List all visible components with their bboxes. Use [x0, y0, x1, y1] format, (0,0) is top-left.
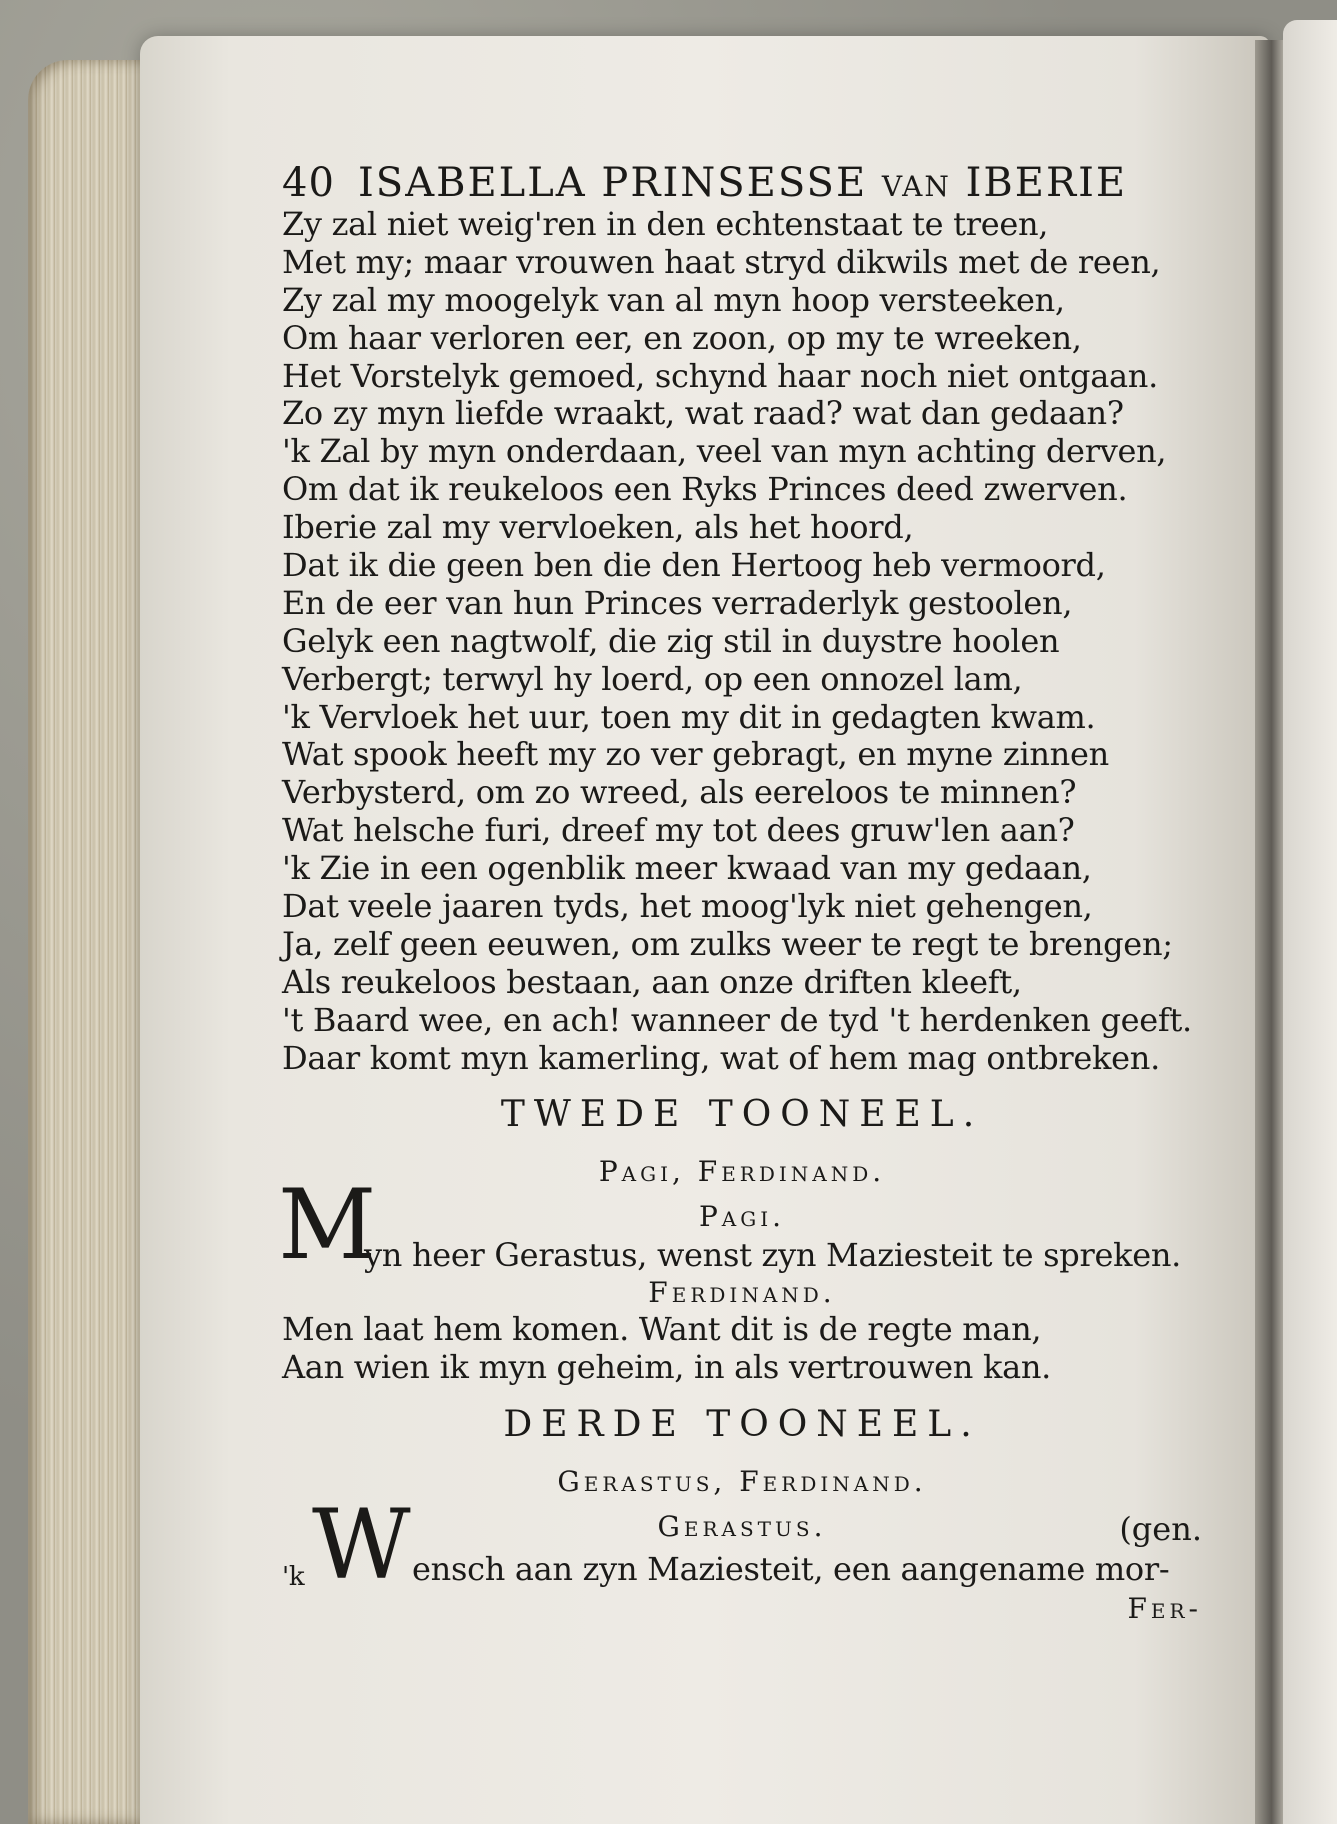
verse-line: Zy zal niet weig'ren in den echtenstaat te treen, [282, 205, 1049, 243]
drop-cap-w: W [312, 1489, 411, 1602]
text-block [278, 160, 1202, 1629]
verse-line: Daar komt myn kamerling, wat of hem mag ontbreken. [282, 1038, 1160, 1077]
verse-line: 'k Zie in een ogenblik meer kwaad van my gedaan, [282, 849, 1092, 888]
page-header [282, 160, 1202, 206]
page-edges [28, 60, 158, 1824]
verse-line: Ja, zelf geen eeuwen, om zulks weer te regt te brengen; [282, 924, 1173, 963]
scene-heading-derde: DERDE TOONEEL. [503, 1404, 981, 1446]
verse-line: Het Vorstelyk gemoed, schynd haar noch niet ontgaan. [282, 356, 1158, 395]
verse-line: 't Baard wee, en ach! wanneer de tyd 't herdenken geeft. [282, 1000, 1192, 1039]
verse-prefix: 'k [282, 1562, 305, 1593]
speaker-gerastus: Gerastus. [657, 1510, 827, 1544]
scene-heading-twede: TWEDE TOONEEL. [500, 1094, 984, 1136]
verse-line: Zo zy myn liefde wraakt, wat raad? wat dan gedaan? [282, 394, 1124, 433]
verse-line: Men laat hem komen. Want dit is de regte man, [282, 1310, 1042, 1349]
verse-line: Verbergt; terwyl hy loerd, op een onnozel lam, [282, 659, 1023, 698]
verse-group [282, 206, 1202, 1077]
verse-line: Aan wien ik myn geheim, in als vertrouwen kan. [282, 1348, 1052, 1387]
verse-line: Wat spook heeft my zo ver gebragt, en myne zinnen [282, 735, 1109, 774]
verse-line: Verbysterd, om zo wreed, als eereloos te minnen? [282, 773, 1077, 812]
book-gutter [1255, 40, 1285, 1824]
verse-line: Zy zal my moogelyk van al myn hoop versteeken, [282, 280, 1065, 319]
verse-line: Gelyk een nagtwolf, die zig stil in duystre hoolen [282, 621, 1060, 660]
verse-line: Om dat ik reukeloos een Ryks Princes deed zwerven. [282, 470, 1128, 509]
verse-line: yn heer Gerastus, wenst zyn Maziesteit te spreken. [364, 1236, 1182, 1275]
cast-list-twede: Pagi, Ferdinand. [598, 1155, 886, 1189]
verse-line: En de eer van hun Princes verraderlyk gestoolen, [282, 583, 1073, 622]
drop-cap-m: M [278, 1169, 376, 1282]
verse-line: Dat ik die geen ben die den Hertoog heb vermoord, [282, 546, 1106, 585]
speaker-row-gerastus [282, 1509, 1202, 1549]
running-title: ISABELLA PRINSESSE van IBERIE [358, 160, 1128, 206]
verse-line: Wat helsche furi, dreef my tot dees gruw'len aan? [282, 811, 1075, 850]
verse-line: 'k Zal by myn onderdaan, veel van myn achting derven, [282, 432, 1167, 471]
cast-list-derde: Gerastus, Ferdinand. [557, 1465, 927, 1499]
speaker-ferdinand: Ferdinand. [648, 1276, 836, 1310]
verse-line: Met my; maar vrouwen haat stryd dikwils met de reen, [282, 242, 1161, 281]
turnover-word: (gen. [1119, 1510, 1202, 1549]
verse-line: Als reukeloos bestaan, aan onze driften kleeft, [282, 962, 1022, 1001]
verse-line: Iberie zal my vervloeken, als het hoord, [282, 508, 914, 547]
verse-line: ensch aan zyn Maziesteit, een aangename mor- [412, 1550, 1170, 1589]
speaker-pagi: Pagi. [698, 1200, 786, 1234]
verse-line: 'k Vervloek het uur, toen my dit in gedagten kwam. [282, 697, 1096, 736]
verse-line: Dat veele jaaren tyds, het moog'lyk niet gehengen, [282, 887, 1093, 926]
page-number: 40 [282, 160, 335, 206]
verse-line: Om haar verloren eer, en zoon, op my te wreeken, [282, 318, 1082, 357]
catchword: Fer- [1127, 1592, 1202, 1626]
facing-page [1283, 20, 1337, 1824]
